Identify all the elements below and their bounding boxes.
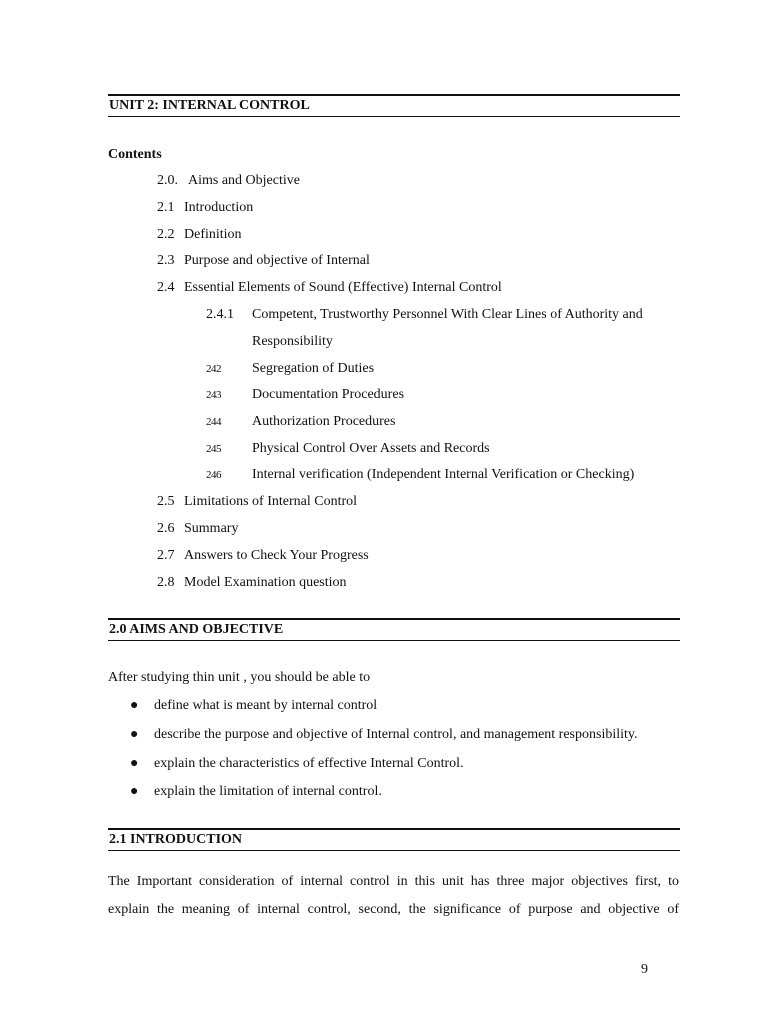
contents-item-text: Introduction [184,200,254,215]
intro-paragraph-line: explain the meaning of internal control, second, the significance of purpose and objective of [108,902,679,917]
contents-subitem-text: Segregation of Duties [252,361,375,376]
contents-subitem-num: 244 [206,416,221,428]
aims-bullet-text: explain the characteristics of effective Internal Control. [154,756,464,771]
contents-item-num: 2.3 [157,253,175,268]
contents-item-num: 2.5 [157,494,175,509]
page-number: 9 [641,962,648,977]
intro-paragraph-line: The Important consideration of internal control in this unit has three major objectives first, to [108,874,679,889]
contents-item-text: Limitations of Internal Control [184,494,358,509]
aims-bullet-text: define what is meant by internal control [154,698,378,713]
contents-subitem-text-cont: Responsibility [252,334,333,349]
contents-subitem-text: Physical Control Over Assets and Records [252,441,490,456]
aims-intro: After studying thin unit , you should be able to [108,670,371,685]
contents-item-num: 2.0. [157,173,178,188]
contents-subitem-num: 243 [206,389,221,401]
bullet-icon: ● [130,784,139,799]
contents-item-text: Model Examination question [184,575,347,590]
bullet-icon: ● [130,756,139,771]
contents-item-num: 2.7 [157,548,175,563]
contents-item-text: Aims and Objective [188,173,300,188]
contents-item-num: 2.4 [157,280,175,295]
aims-bullet-text: explain the limitation of internal control. [154,784,382,799]
contents-item-num: 2.2 [157,227,175,242]
contents-item-text: Purpose and objective of Internal [184,253,370,268]
contents-item-num: 2.6 [157,521,175,536]
contents-subitem-num: 245 [206,443,221,455]
contents-item-num: 2.8 [157,575,175,590]
contents-subitem-num: 242 [206,363,221,375]
contents-item-text: Essential Elements of Sound (Effective) Internal Control [184,280,502,295]
contents-item-text: Definition [184,227,242,242]
section-aims-heading: 2.0 AIMS AND OBJECTIVE [108,618,680,641]
contents-subitem-text: Internal verification (Independent Internal Verification or Checking) [252,467,635,482]
contents-item-num: 2.1 [157,200,175,215]
bullet-icon: ● [130,698,139,713]
contents-item-text: Answers to Check Your Progress [184,548,369,563]
contents-subitem-num: 246 [206,469,221,481]
contents-subitem-text: Competent, Trustworthy Personnel With Clear Lines of Authority and [252,307,643,322]
contents-subitem-text: Authorization Procedures [252,414,396,429]
section-intro-heading: 2.1 INTRODUCTION [108,828,680,851]
contents-item-text: Summary [184,521,239,536]
contents-subitem-num: 2.4.1 [206,307,234,322]
contents-label: Contents [108,147,162,162]
bullet-icon: ● [130,727,139,742]
unit-heading: UNIT 2: INTERNAL CONTROL [108,94,680,117]
contents-subitem-text: Documentation Procedures [252,387,405,402]
aims-bullet-text: describe the purpose and objective of Internal control, and management responsibility. [154,727,638,742]
